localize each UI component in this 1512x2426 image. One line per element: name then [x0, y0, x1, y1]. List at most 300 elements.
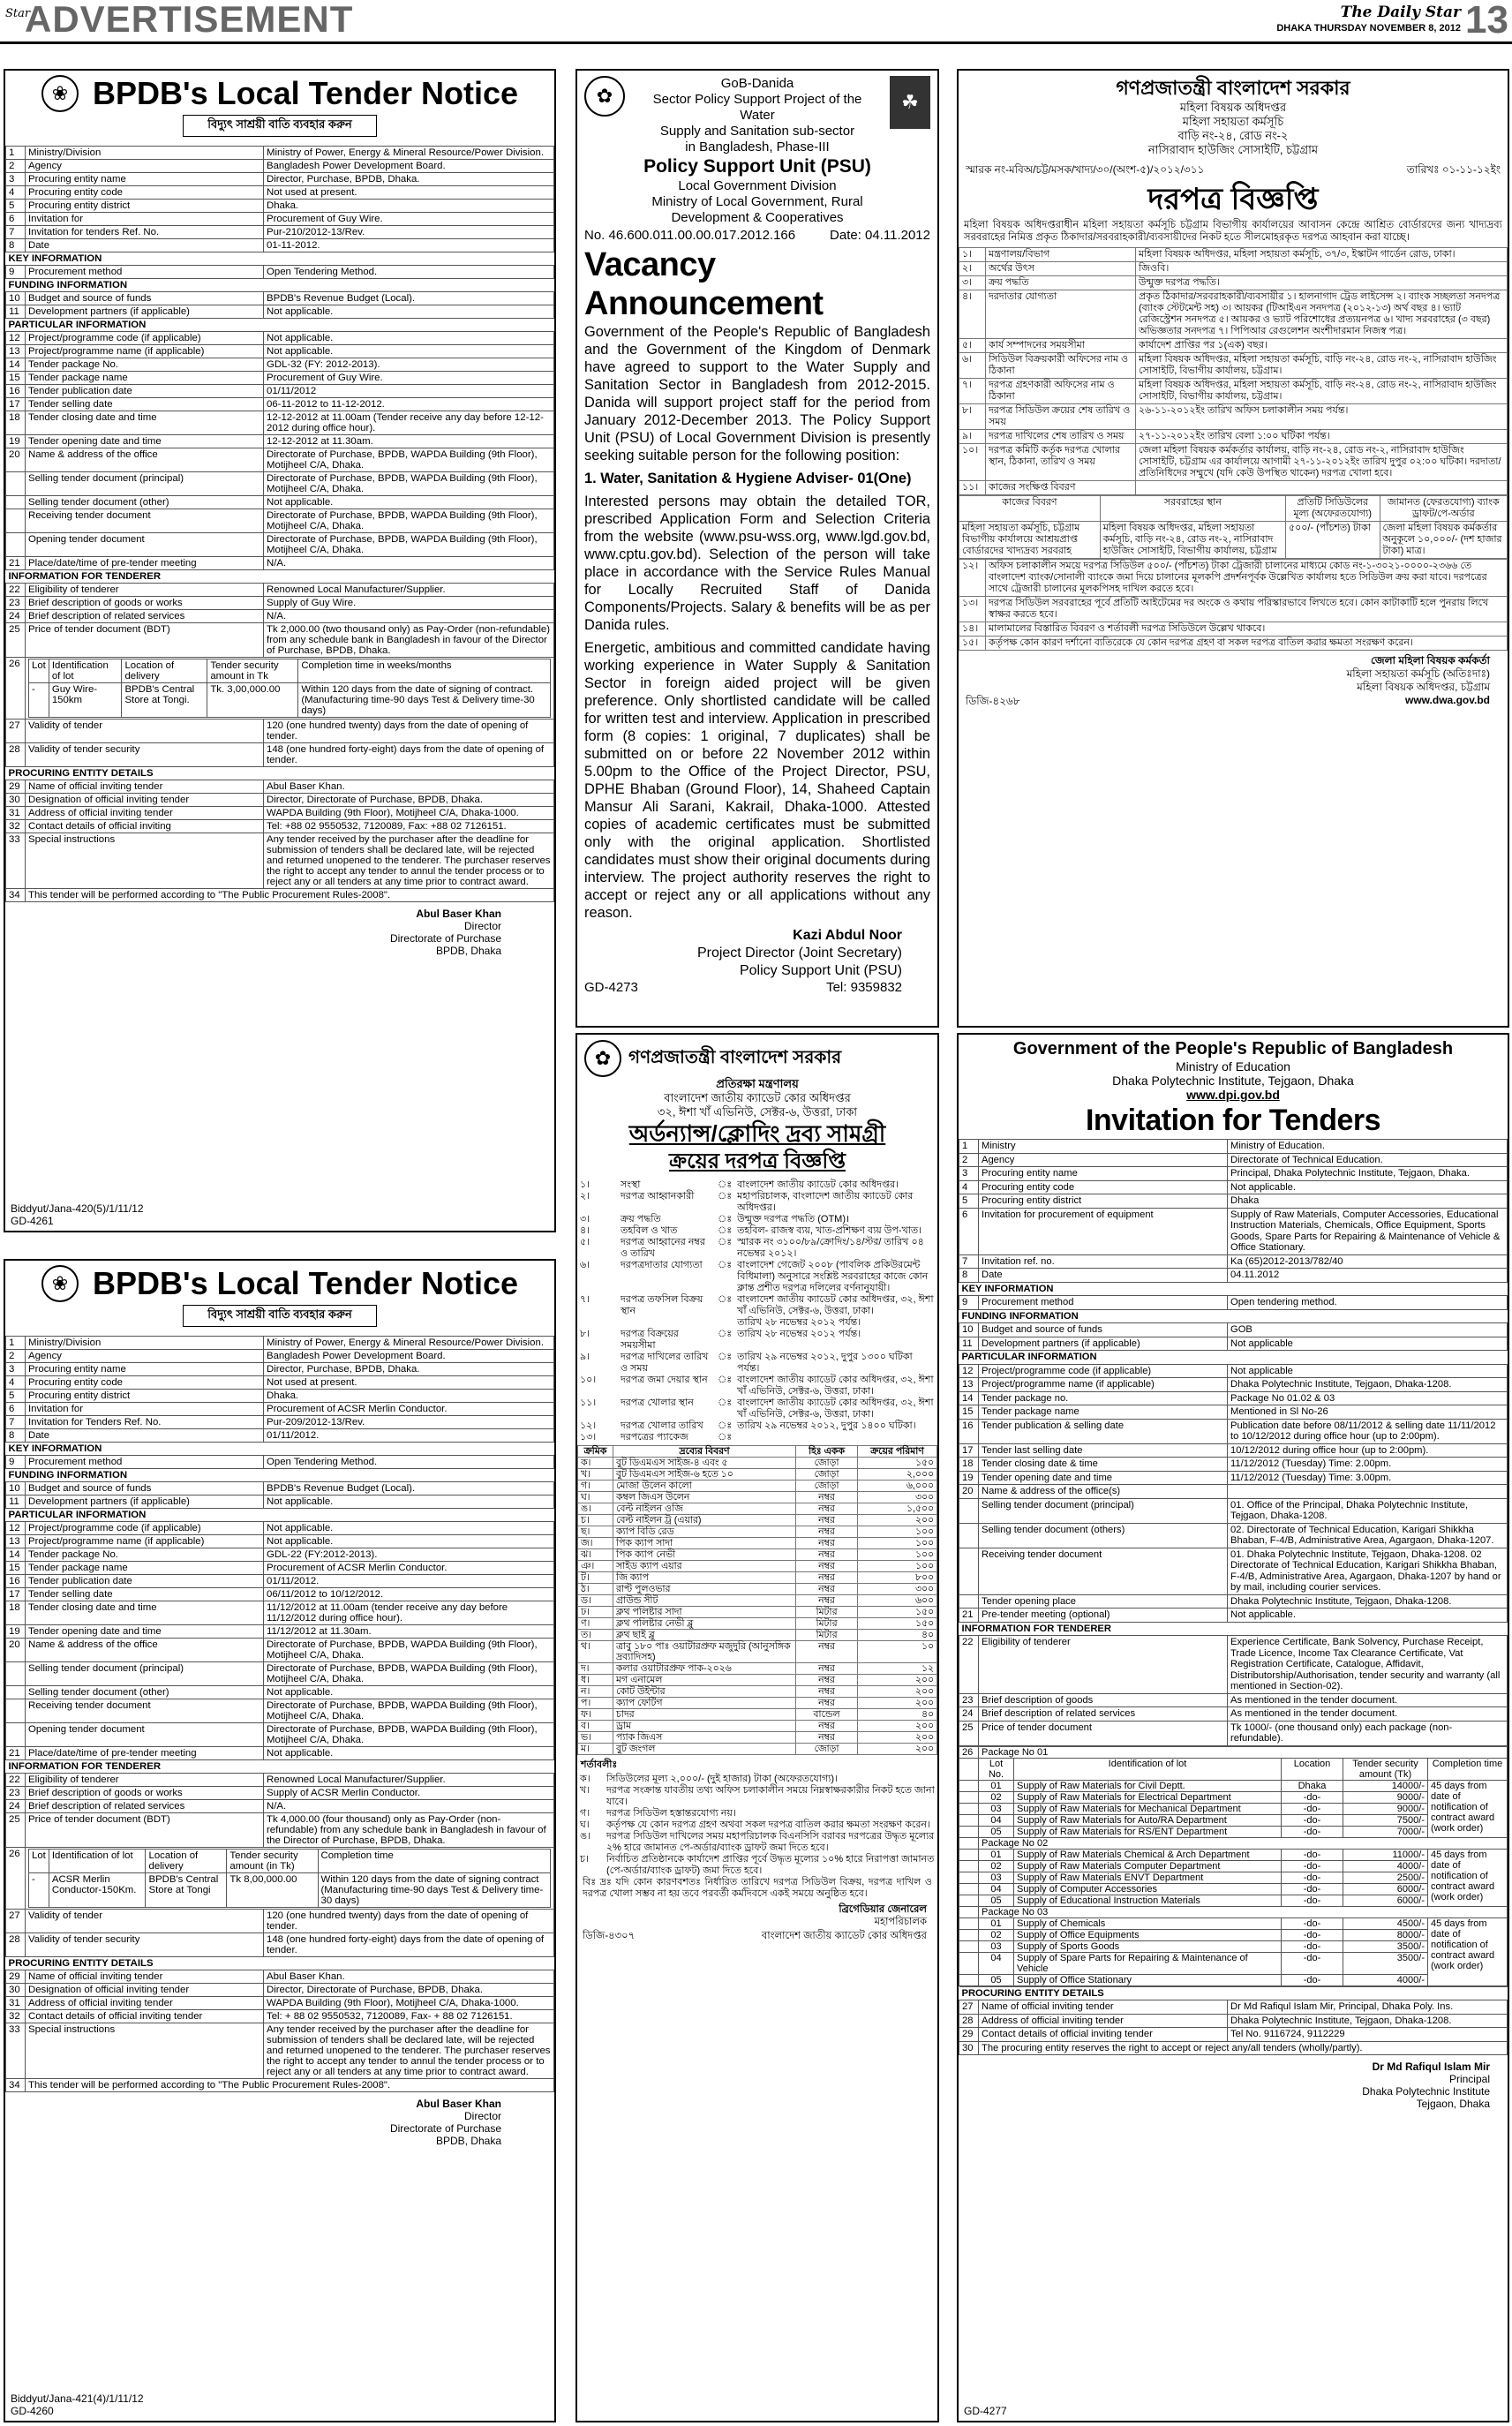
spacer-cell	[959, 1780, 979, 1791]
row-label: Selling tender document (principal)	[26, 472, 264, 496]
section-heading: INFORMATION FOR TENDERER	[959, 1622, 1508, 1636]
row-number: 25	[959, 1721, 979, 1745]
row-value	[1136, 481, 1508, 495]
package-label-row	[959, 1906, 1508, 1917]
row-number: ১।	[959, 248, 986, 262]
lot-security: 14000/-	[1343, 1780, 1428, 1791]
row-number: 17	[6, 1588, 26, 1601]
row-number: ৪।	[580, 1225, 591, 1236]
ad-reference	[11, 1202, 144, 1227]
lot-header: Location of delivery	[146, 1850, 227, 1873]
psu-header-text	[634, 76, 881, 155]
row-number: 33	[6, 833, 26, 889]
lot-value: Guy Wire-150km	[49, 683, 122, 718]
item-quantity: ২,০০০	[858, 1469, 937, 1480]
row-value: Ministry of Education.	[1228, 1140, 1508, 1154]
item-unit: মিটার	[796, 1618, 858, 1630]
row-value: WAPDA Building (9th Floor), Motijheel C/A, Dhaka-1000.	[264, 807, 554, 820]
row-label: দরপত্রদাতার যোগ্যতা	[621, 1260, 703, 1270]
row-value: Abul Baser Khan.	[264, 1970, 554, 1984]
work-row	[959, 522, 1508, 559]
row-label: Name of official inviting tender	[26, 1970, 264, 1984]
item-quantity: ১০০	[858, 1526, 937, 1538]
row-number: 21	[959, 1609, 979, 1623]
ad-psu-vacancy	[575, 69, 939, 1028]
dept-line: বাড়ি নং-২৪, রোড নং-২	[1177, 129, 1289, 142]
item-serial: ছ।	[578, 1526, 613, 1538]
row-label: দরপত্র সিডিউল ক্রয়ের শেষ তারিখ ও সময়	[986, 404, 1136, 430]
item-quantity: ৩০০	[858, 1492, 937, 1503]
row-value: 11/12/2012 at 11.30am.	[264, 1625, 554, 1639]
table-row	[6, 2010, 554, 2023]
table-row	[6, 448, 554, 472]
memo-date: তারিখঃ ০১-১১-১২ইং	[1406, 163, 1501, 176]
work-value: মহিলা সহায়তা কর্মসূচি, চট্টগ্রাম বিভাগীয় কার্যালয়ে আশ্রয়প্রাপ্ত বোর্ডারদের খাদ্যদ্রব্য সরবরাহ	[959, 522, 1101, 559]
tender-title: BPDB's Local Tender Notice	[93, 1265, 518, 1301]
condition-number: গ।	[580, 1808, 591, 1819]
section-row	[6, 767, 554, 780]
item-row	[578, 1503, 937, 1515]
condition-row	[577, 1808, 937, 1820]
memo-number: স্মারক নং-মবিঅ/চট্ট/মসক/খাদ্য/৩০/(অংশ-৫)/২০১২/৩১১	[966, 163, 1205, 176]
item-quantity: ১০০	[858, 1561, 937, 1572]
lot-table	[28, 659, 551, 718]
row-number: ৯।	[959, 430, 986, 444]
row-number: 24	[6, 610, 26, 623]
table-row	[6, 1984, 554, 1997]
note-number: ১৪।	[959, 622, 986, 637]
dept-line: মহিলা সহায়তা কর্মসূচি	[1182, 115, 1284, 128]
lot-security: 3500/-	[1343, 1952, 1428, 1974]
item-row	[578, 1595, 937, 1607]
row-label: Opening tender document	[26, 533, 264, 557]
lot-number: 03	[979, 1940, 1014, 1952]
lot-identification: Supply of Office Stationary	[1014, 1974, 1282, 1985]
signatory-name: Kazi Abdul Noor	[793, 928, 902, 943]
row-value: 04.11.2012	[1228, 1269, 1508, 1283]
table-row	[6, 1337, 554, 1350]
item-quantity: ১৫০	[858, 1458, 937, 1469]
table-row	[959, 1609, 1508, 1623]
item-description: কলার ওয়াটারপ্রুফ পাক-২০২৬	[613, 1663, 796, 1675]
row-label: Selling tender document (principal)	[979, 1498, 1228, 1523]
table-row	[6, 1535, 554, 1548]
row-label: Invitation for Tenders Ref. No.	[26, 1416, 264, 1429]
lot-identification: Supply of Sports Goods	[1014, 1940, 1282, 1952]
row-label: Price of tender document (BDT)	[26, 1813, 264, 1848]
table-row	[577, 1352, 937, 1375]
lot-row	[959, 1803, 1508, 1814]
row-number: 6	[6, 213, 26, 226]
row-label	[618, 1317, 715, 1329]
item-quantity: ২০০	[858, 1675, 937, 1686]
row-value: Tk 4,000.00 (four thousand) only as Pay-Order (non-refundable) from any schedule bank in Bangladesh in favour of the Director of Purchase, BPDB, Dhaka.	[264, 1813, 554, 1848]
item-row	[578, 1630, 937, 1641]
row-value: Director, Directorate of Purchase, BPDB, Dhaka.	[264, 794, 554, 807]
signature-block	[577, 1900, 937, 1928]
lot-security: 6000/-	[1343, 1895, 1428, 1906]
row-label: Tender package name	[979, 1405, 1228, 1420]
women-footer	[959, 694, 1508, 712]
package-label: Package No 01	[979, 1746, 1508, 1758]
table-row	[6, 1562, 554, 1575]
row-number: 14	[6, 1548, 26, 1562]
row-label: Receiving tender document	[979, 1548, 1228, 1594]
table-row	[6, 411, 554, 435]
items-header: ক্রমিক	[578, 1446, 613, 1458]
row-label: Name & address of the office	[26, 1639, 264, 1662]
ad-dpi-invitation-tenders	[957, 1033, 1509, 2422]
lot-identification: Supply of Raw Materials for Mechanical Department	[1014, 1803, 1282, 1814]
signature-block	[959, 651, 1508, 694]
row-colon: ঃ	[718, 1432, 733, 1443]
item-unit: নম্বর	[796, 1515, 858, 1526]
invitation-title: Invitation for Tenders	[1085, 1104, 1381, 1137]
row-label: দরপত্রের প্যাকেজ	[621, 1432, 688, 1443]
website-link[interactable]: www.dwa.gov.bd	[1405, 694, 1490, 706]
division-line: Ministry of Local Government, Rural	[651, 194, 863, 209]
row-label: Procuring entity code	[979, 1180, 1228, 1194]
row-value: Open Tendering Method.	[264, 1456, 554, 1469]
table-row	[6, 435, 554, 448]
table-row	[6, 1787, 554, 1800]
row-label: Development partners (if applicable)	[26, 1496, 264, 1509]
section-heading: PARTICULAR INFORMATION	[959, 1351, 1508, 1365]
reference-line: GD-4261	[11, 1215, 54, 1227]
lot-security: 3500/-	[1343, 1940, 1428, 1952]
conditions-table	[577, 1774, 937, 1877]
condition-number: ঘ।	[580, 1820, 590, 1830]
row-value: 120 (one hundred twenty) days from the date of opening of tender.	[264, 720, 554, 743]
item-unit: নম্বর	[796, 1584, 858, 1595]
table-row	[959, 353, 1508, 379]
row-colon: ঃ	[718, 1260, 733, 1270]
item-quantity: ১২	[858, 1663, 937, 1675]
table-row	[959, 248, 1508, 262]
item-serial: ম।	[578, 1744, 613, 1755]
item-unit: নম্বর	[796, 1595, 858, 1607]
table-row	[577, 1420, 937, 1432]
row-label: ক্রয় পদ্ধতি	[986, 276, 1136, 290]
table-row	[6, 345, 554, 358]
table-row	[959, 1194, 1508, 1209]
table-row	[6, 213, 554, 226]
lot-header-row	[29, 1850, 551, 1873]
row-value: As mentioned in the tender document.	[1228, 1707, 1508, 1722]
item-serial: ঘ।	[578, 1492, 613, 1503]
row-value: N/A.	[264, 610, 554, 623]
item-description: ক্যাপ ফেটিগ	[613, 1698, 796, 1709]
table-row	[6, 358, 554, 372]
section-row	[6, 1760, 554, 1774]
memo-row	[959, 157, 1508, 180]
row-number: 6	[959, 1208, 979, 1254]
row-number: 8	[959, 1269, 979, 1283]
item-row	[578, 1526, 937, 1538]
table-row	[577, 1214, 937, 1225]
table-row	[6, 1933, 554, 1957]
ad-reference	[11, 2392, 144, 2417]
row-number: ৩।	[580, 1214, 591, 1224]
row-value: উন্মুক্ত দরপত্র পদ্ধতি (OTM)।	[737, 1214, 850, 1224]
row-number: 12	[959, 1364, 979, 1378]
row-value: Bangladesh Power Development Board.	[264, 160, 554, 173]
table-row	[6, 1548, 554, 1562]
psu-division	[577, 178, 937, 226]
tender-subtitle: বিদ্যুৎ সাশ্রয়ী বাতি ব্যবহার করুন	[183, 115, 377, 137]
ad-bpdb-tender-acsr	[4, 1259, 556, 2422]
item-serial: ঝ।	[578, 1549, 613, 1561]
note-row	[959, 560, 1508, 597]
row-label: Tender closing date and time	[26, 411, 264, 435]
item-quantity: ৮০০	[858, 1572, 937, 1584]
row-label: Designation of official inviting tender	[26, 1984, 264, 1997]
row-value: মহিলা বিষয়ক অধিদপ্তর, মহিলা সহায়তা কর্মসূচি, বাড়ি নং-২৪, রোড নং-২, নাসিরাবাদ হাউজিং সোসাইটি, বিভাগীয় কার্যালয়, চট্টগ্রাম।	[1136, 353, 1508, 379]
table-row	[959, 2000, 1508, 2015]
row-label: দরপত্র কমিটি কর্তৃক দরপত্র খোলার স্থান, ঠিকানা, তারিখ ও সময়	[986, 444, 1136, 481]
spacer-cell	[959, 1940, 979, 1952]
item-row	[578, 1538, 937, 1549]
lot-header: Tender security amount in Tk	[207, 659, 298, 683]
row-number: ৯।	[580, 1352, 591, 1362]
row-label: Selling tender document (others)	[979, 1523, 1228, 1548]
lot-value: Tk 8,00,000.00	[227, 1873, 318, 1908]
institute-line: Dhaka Polytechnic Institute, Tejgaon, Dhaka	[1112, 1074, 1354, 1088]
row-number: 31	[6, 807, 26, 820]
row-value: This tender will be performed according to "The Public Procurement Rules-2008".	[26, 889, 554, 902]
item-serial: ফ।	[578, 1709, 613, 1721]
row-label: Name of official inviting tender	[979, 2000, 1228, 2015]
masthead	[0, 0, 1512, 44]
table-row	[959, 430, 1508, 444]
row-number: ১৩।	[580, 1432, 597, 1443]
item-description: রাণ্ট পুলওভার	[613, 1584, 796, 1595]
row-value: Not applicable.	[264, 1522, 554, 1535]
item-unit: নম্বর	[796, 1732, 858, 1744]
row-value	[734, 1432, 937, 1443]
table-row	[959, 481, 1508, 495]
table-row	[6, 1482, 554, 1496]
row-number: 15	[6, 1562, 26, 1575]
row-colon: ঃ	[718, 1191, 733, 1202]
item-description: বুট ডিএমএস সাইজ-৪ এবং ৫	[613, 1458, 796, 1469]
section-title: ADVERTISEMENT	[25, 0, 354, 40]
gov-emblem-icon: ✿	[584, 1040, 621, 1077]
row-number: ১০।	[959, 444, 986, 481]
row-label: Tender closing date and time	[26, 1601, 264, 1625]
row-number: 2	[6, 1350, 26, 1363]
item-quantity: ১,৫০০	[858, 1503, 937, 1515]
row-label: Validity of tender	[26, 720, 264, 743]
item-serial: ঙ।	[578, 1503, 613, 1515]
table-row	[959, 2041, 1508, 2055]
table-row	[577, 1317, 937, 1329]
table-row	[959, 290, 1508, 339]
lot-location: -do-	[1282, 1895, 1343, 1906]
section-row	[6, 279, 554, 292]
row-value: 01. Office of the Principal, Dhaka Polytechnic Institute, Tejgaon, Dhaka-1208.	[1228, 1498, 1508, 1523]
condition-text: দরপত্র সংক্রান্ত যাবতীয় তথ্য অফিস চলাকালীন সময়ে নিম্নস্বাক্ষরকারীর নিকট হতে জানা যাবে।	[606, 1785, 935, 1807]
row-number: 4	[959, 1180, 979, 1194]
row-number: 21	[6, 1747, 26, 1760]
item-description: পিক ক্যাপ নেভী	[613, 1549, 796, 1561]
lot-security: 2500/-	[1343, 1872, 1428, 1883]
table-row	[6, 794, 554, 807]
item-row	[578, 1561, 937, 1572]
lot-number: 01	[979, 1917, 1014, 1929]
table-row	[959, 1523, 1508, 1548]
row-label: Tender publication & selling date	[979, 1419, 1228, 1443]
row-label: Place/date/time of pre-tender meeting	[26, 557, 264, 570]
psu-header-line: GoB-Danida	[720, 76, 794, 91]
signatory-rank: ব্রিগেডিয়ার জেনারেল	[839, 1904, 927, 1915]
row-number: 10	[6, 292, 26, 305]
table-row	[6, 584, 554, 597]
row-value: Director, Purchase, BPDB, Dhaka.	[264, 173, 554, 186]
lot-location: -do-	[1282, 1974, 1343, 1985]
item-row	[578, 1721, 937, 1732]
row-label: Address of official inviting tender	[979, 2014, 1228, 2028]
row-value: 01/11/2012	[264, 385, 554, 398]
row-number: 1	[6, 1337, 26, 1350]
tender-header	[5, 1261, 554, 1303]
signatory-unit: Policy Support Unit (PSU)	[739, 963, 902, 978]
row-value: Abul Baser Khan.	[264, 780, 554, 794]
row-value: Mentioned in Sl No-26	[1228, 1405, 1508, 1420]
spacer-cell	[959, 1803, 979, 1814]
table-row	[577, 1375, 937, 1398]
row-label: সংস্থা	[621, 1179, 641, 1190]
row-number: 13	[6, 1535, 26, 1548]
item-serial: ঠ।	[578, 1584, 613, 1595]
item-serial: ঢ।	[578, 1607, 613, 1618]
work-value: ৫০০/- (পাঁচশত) টাকা	[1285, 522, 1380, 559]
table-row	[6, 720, 554, 743]
row-value: Not applicable.	[264, 496, 554, 509]
row-label: Procuring entity name	[26, 173, 264, 186]
condition-row	[577, 1774, 937, 1785]
row-label: দরদাতার যোগ্যতা	[986, 290, 1136, 339]
tender-table	[5, 146, 554, 902]
note-row	[959, 622, 1508, 637]
item-description: বেল্ট নাইলন ট্র (এয়ার)	[613, 1515, 796, 1526]
row-number: 5	[6, 1390, 26, 1403]
row-label: অর্থের উৎস	[986, 262, 1136, 276]
lot-identification: Supply of Raw Materials ENVT Department	[1014, 1872, 1282, 1883]
row-number: 11	[6, 1496, 26, 1509]
ref-date: Date: 04.11.2012	[830, 228, 930, 243]
row-label: Brief description of related services	[26, 1800, 264, 1813]
row-number: 2	[959, 1153, 979, 1167]
row-number: ৪।	[959, 290, 986, 339]
notice-note: বিঃ দ্রঃ যদি কোন কারণবশতঃ নির্ধারিত তারিখে দরপত্র সিডিউল বিক্রয়, দরপত্র দাখিল ও দরপত্র খোলা সম্ভব না হয় তবে পরবর্তী কর্মদিবসে একই সময়ে অনুষ্ঠিত হবে।	[583, 1877, 932, 1899]
row-number: 6	[6, 1403, 26, 1416]
row-label: Validity of tender security	[26, 743, 264, 767]
row-label: Procuring entity district	[26, 1390, 264, 1403]
lot-row	[959, 1791, 1508, 1803]
row-value: Tel No. 9116724, 9112229	[1228, 2028, 1508, 2042]
row-label: Development partners (if applicable)	[26, 305, 264, 319]
table-row	[6, 1522, 554, 1535]
table-row	[6, 266, 554, 279]
row-number: 13	[6, 345, 26, 358]
section-row	[6, 1509, 554, 1522]
row-label: Receiving tender document	[26, 1699, 264, 1723]
item-row	[578, 1732, 937, 1744]
row-number: 22	[6, 584, 26, 597]
signatory-unit: মহিলা সহায়তা কর্মসূচি (অতিঃদাঃ)	[1346, 667, 1490, 680]
item-description: বেল্ট নাইলন ওজি	[613, 1503, 796, 1515]
table-row	[6, 292, 554, 305]
row-number	[6, 1686, 26, 1699]
lot-location: -do-	[1282, 1883, 1343, 1895]
lot-row	[959, 1883, 1508, 1895]
row-label: Tender publication date	[26, 385, 264, 398]
lot-security: 7500/-	[1343, 1814, 1428, 1826]
signature-block	[577, 927, 937, 980]
row-number: 26	[959, 1746, 979, 1758]
ministry-line: প্রতিরক্ষা মন্ত্রণালয়	[716, 1077, 799, 1090]
signatory-dept: বাংলাদেশ জাতীয় ক্যাডেট কোর অধিদপ্তর	[761, 1931, 927, 1941]
lot-header: Completion time	[318, 1850, 551, 1873]
row-colon	[715, 1317, 734, 1329]
row-label: তহবিল ও খাত	[621, 1225, 678, 1236]
table-row	[959, 1180, 1508, 1194]
item-serial: থ।	[578, 1641, 613, 1663]
row-number: ১২।	[580, 1420, 597, 1431]
row-number: 28	[959, 2014, 979, 2028]
row-value: Tel: +88 02 9550532, 7120089, Fax: +88 02 7126151.	[264, 820, 554, 833]
row-value: 148 (one hundred forty-eight) days from the date of opening of tender.	[264, 1933, 554, 1957]
row-number: ৮।	[959, 404, 986, 430]
table-row	[959, 1153, 1508, 1167]
row-number: 18	[6, 411, 26, 435]
row-value: BPDB's Revenue Budget (Local).	[264, 292, 554, 305]
item-row	[578, 1709, 937, 1721]
note-number: ১২।	[959, 560, 986, 597]
lot-security: 9000/-	[1343, 1791, 1428, 1803]
row-number	[959, 1594, 979, 1609]
items-header: হিঃ একক	[796, 1446, 858, 1458]
condition-row	[577, 1854, 937, 1877]
row-value: Tk 2,000.00 (two thousand only) as Pay-Order (non-refundable) from any schedule bank in Bangladesh in favour of the Director of Purchase, BPDB, Dhaka.	[264, 623, 554, 658]
table-row	[6, 2023, 554, 2079]
signatory-line: BPDB, Dhaka	[435, 2135, 501, 2147]
row-label: Date	[979, 1269, 1228, 1283]
notes-table	[959, 559, 1508, 651]
row-label: Procuring entity name	[26, 1363, 264, 1376]
notice-table	[959, 247, 1508, 495]
table-row	[959, 1458, 1508, 1472]
row-number: ৭।	[580, 1294, 591, 1305]
cadet-header	[577, 1035, 937, 1077]
website-link[interactable]: www.dpi.gov.bd	[1186, 1088, 1280, 1102]
row-number: 3	[6, 1363, 26, 1376]
row-value: Directorate of Purchase, BPDB, WAPDA Building (9th Floor), Motijheel C/A, Dhaka.	[264, 509, 554, 533]
table-row	[959, 1471, 1508, 1485]
row-number: 2	[6, 160, 26, 173]
table-row	[6, 1774, 554, 1787]
item-row	[578, 1458, 937, 1469]
table-row	[6, 239, 554, 252]
row-label: Invitation ref. no.	[979, 1254, 1228, 1269]
section-heading: PROCURING ENTITY DETAILS	[6, 1957, 554, 1970]
row-label: Tender last selling date	[979, 1443, 1228, 1458]
row-number	[959, 1548, 979, 1594]
vacancy-title: Vacancy Announcement	[584, 246, 824, 322]
lot-number: 01	[979, 1780, 1014, 1791]
row-value: বাংলাদেশ জাতীয় ক্যাডেট কোর অধিদপ্তর, ৩২, ঈশা খাঁ এভিনিউ, সেক্টর-৬, উত্তরা, ঢাকা।	[737, 1294, 934, 1316]
